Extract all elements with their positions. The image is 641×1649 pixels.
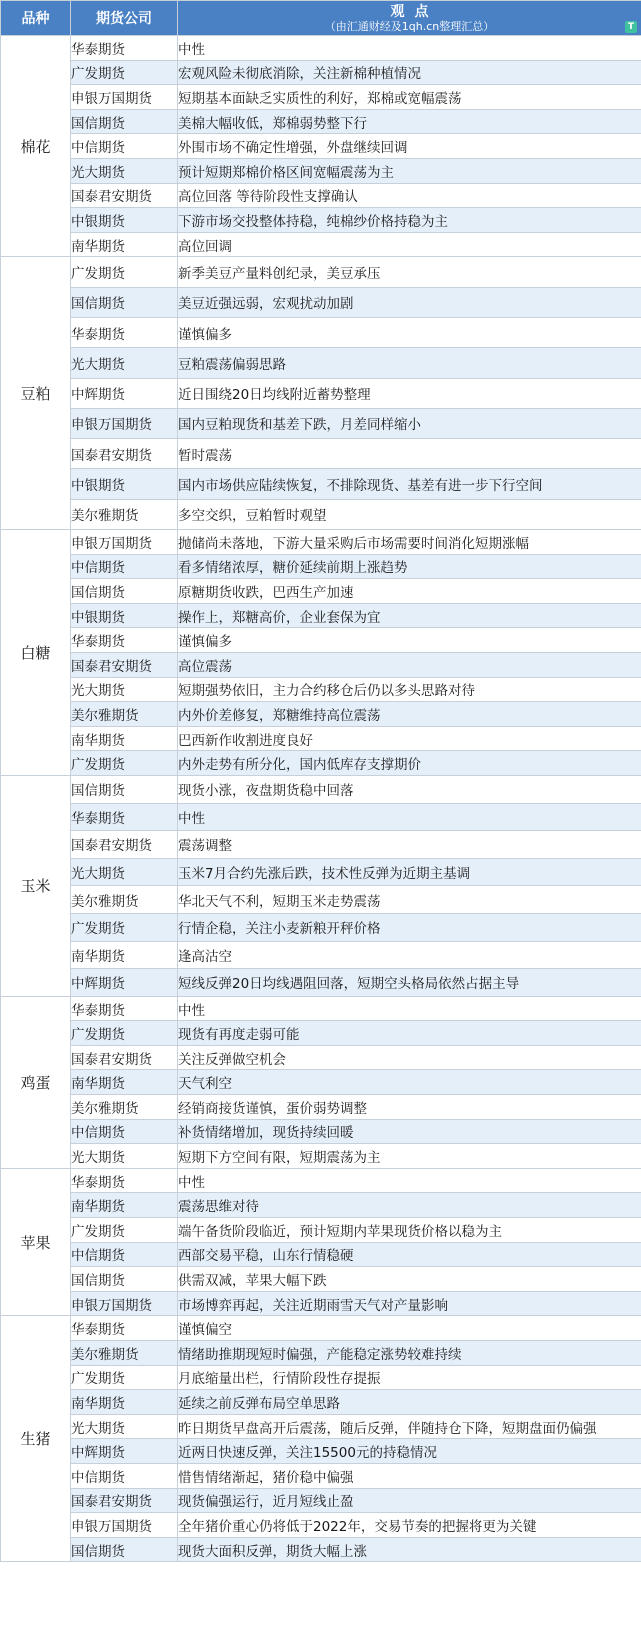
company-cell: 申银万国期货 (71, 85, 178, 110)
company-cell: 广发期货 (71, 1365, 178, 1390)
company-cell: 华泰期货 (71, 1316, 178, 1341)
company-cell: 美尔雅期货 (71, 1341, 178, 1366)
category-cell: 玉米 (1, 775, 71, 996)
view-cell: 现货小涨，夜盘期货稳中回落 (178, 775, 641, 803)
table-row (1, 1439, 641, 1464)
company-cell: 中信期货 (71, 134, 178, 159)
view-cell: 经销商接货谨慎，蛋价弱势调整 (178, 1095, 641, 1120)
table-row (1, 1488, 641, 1513)
table-row (1, 469, 641, 499)
company-cell: 华泰期货 (71, 996, 178, 1021)
table-row (1, 831, 641, 859)
company-cell: 华泰期货 (71, 803, 178, 831)
company-cell: 南华期货 (71, 232, 178, 257)
company-cell: 中信期货 (71, 1119, 178, 1144)
table-row (1, 1365, 641, 1390)
company-cell: 华泰期货 (71, 1168, 178, 1193)
company-cell: 中银期货 (71, 469, 178, 499)
company-cell: 广发期货 (71, 1021, 178, 1046)
table-row (1, 913, 641, 941)
view-cell: 预计短期郑棉价格区间宽幅震荡为主 (178, 158, 641, 183)
view-cell: 新季美豆产量料创纪录，美豆承压 (178, 257, 641, 287)
view-cell: 中性 (178, 803, 641, 831)
table-row (1, 530, 641, 555)
view-cell: 昨日期货早盘高开后震荡，随后反弹，伴随持仓下降，短期盘面仍偏强 (178, 1414, 641, 1439)
company-cell: 国信期货 (71, 775, 178, 803)
view-cell: 原糖期货收跌，巴西生产加速 (178, 579, 641, 604)
view-cell: 外围市场不确定性增强，外盘继续回调 (178, 134, 641, 159)
table-row (1, 208, 641, 233)
table-row (1, 969, 641, 997)
company-cell: 南华期货 (71, 1070, 178, 1095)
company-cell: 国泰君安期货 (71, 1045, 178, 1070)
category-cell: 豆粕 (1, 257, 71, 530)
view-cell: 美棉大幅收低，郑棉弱势整下行 (178, 109, 641, 134)
company-cell: 光大期货 (71, 1414, 178, 1439)
table-row (1, 1218, 641, 1243)
company-cell: 美尔雅期货 (71, 886, 178, 914)
company-cell: 广发期货 (71, 751, 178, 776)
view-cell: 内外走势有所分化，国内低库存支撑期价 (178, 751, 641, 776)
view-cell: 中性 (178, 36, 641, 61)
table-header-row (1, 1, 641, 36)
table-row (1, 36, 641, 61)
company-cell: 国信期货 (71, 1537, 178, 1562)
company-cell: 华泰期货 (71, 317, 178, 347)
table-row (1, 726, 641, 751)
table-row (1, 1242, 641, 1267)
table-row (1, 1045, 641, 1070)
view-cell: 玉米7月合约先涨后跌，技术性反弹为近期主基调 (178, 858, 641, 886)
company-cell: 申银万国期货 (71, 408, 178, 438)
view-cell: 西部交易平稳，山东行情稳硬 (178, 1242, 641, 1267)
company-cell: 光大期货 (71, 348, 178, 378)
table-row (1, 751, 641, 776)
table-row (1, 1144, 641, 1169)
table-row (1, 499, 641, 529)
view-cell: 高位回落 等待阶段性支撑确认 (178, 183, 641, 208)
company-cell: 中信期货 (71, 1242, 178, 1267)
table-row (1, 183, 641, 208)
view-cell: 内外价差修复，郑糖维持高位震荡 (178, 702, 641, 727)
view-cell: 宏观风险未彻底消除，关注新棉种植情况 (178, 60, 641, 85)
table-row (1, 408, 641, 438)
table-row (1, 628, 641, 653)
view-cell: 中性 (178, 1168, 641, 1193)
header-view (178, 1, 641, 36)
view-cell: 天气利空 (178, 1070, 641, 1095)
view-cell: 下游市场交投整体持稳，纯棉纱价格持稳为主 (178, 208, 641, 233)
table-row (1, 1119, 641, 1144)
table-row (1, 1291, 641, 1316)
company-cell: 国泰君安期货 (71, 831, 178, 859)
table-row (1, 85, 641, 110)
company-cell: 广发期货 (71, 257, 178, 287)
view-cell: 现货大面积反弹，期货大幅上涨 (178, 1537, 641, 1562)
company-cell: 国信期货 (71, 109, 178, 134)
table-row (1, 1267, 641, 1292)
company-cell: 南华期货 (71, 1193, 178, 1218)
view-cell: 短期强势依旧，主力合约移仓后仍以多头思路对待 (178, 677, 641, 702)
company-cell: 广发期货 (71, 60, 178, 85)
table-row (1, 232, 641, 257)
table-row (1, 1021, 641, 1046)
company-cell: 光大期货 (71, 858, 178, 886)
table-row (1, 1390, 641, 1415)
table-row (1, 579, 641, 604)
view-cell: 情绪助推期现短时偏强，产能稳定涨势较难持续 (178, 1341, 641, 1366)
view-cell: 全年猪价重心仍将低于2022年，交易节奏的把握将更为关键 (178, 1513, 641, 1538)
table-row (1, 439, 641, 469)
view-cell: 现货偏强运行，近月短线止盈 (178, 1488, 641, 1513)
view-cell: 逢高沽空 (178, 941, 641, 969)
company-cell: 中辉期货 (71, 378, 178, 408)
company-cell: 中信期货 (71, 1463, 178, 1488)
table-row (1, 702, 641, 727)
tool-badge-icon[interactable]: T (625, 21, 637, 33)
view-cell: 短线反弹20日均线遇阻回落，短期空头格局依然占据主导 (178, 969, 641, 997)
view-cell: 近日围绕20日均线附近蓄势整理 (178, 378, 641, 408)
company-cell: 国信期货 (71, 579, 178, 604)
table-row (1, 1070, 641, 1095)
view-cell: 巴西新作收割进度良好 (178, 726, 641, 751)
view-cell: 国内市场供应陆续恢复，不排除现货、基差有进一步下行空间 (178, 469, 641, 499)
view-cell: 豆粕震荡偏弱思路 (178, 348, 641, 378)
company-cell: 广发期货 (71, 1218, 178, 1243)
table-row (1, 317, 641, 347)
company-cell: 中辉期货 (71, 1439, 178, 1464)
header-view-title: 观点 (390, 3, 439, 20)
company-cell: 光大期货 (71, 158, 178, 183)
company-cell: 国泰君安期货 (71, 652, 178, 677)
view-cell: 补货情绪增加，现货持续回暖 (178, 1119, 641, 1144)
company-cell: 国泰君安期货 (71, 183, 178, 208)
table-row (1, 858, 641, 886)
table-row (1, 1414, 641, 1439)
view-cell: 华北天气不利，短期玉米走势震荡 (178, 886, 641, 914)
header-view-subtitle: （由汇通财经及1qh.cn整理汇总） (324, 19, 495, 33)
company-cell: 中信期货 (71, 554, 178, 579)
view-cell: 现货有再度走弱可能 (178, 1021, 641, 1046)
company-cell: 南华期货 (71, 1390, 178, 1415)
company-cell: 光大期货 (71, 1144, 178, 1169)
view-cell: 惜售情绪渐起，猪价稳中偏强 (178, 1463, 641, 1488)
view-cell: 端午备货阶段临近，预计短期内苹果现货价格以稳为主 (178, 1218, 641, 1243)
table-row (1, 603, 641, 628)
table-row (1, 257, 641, 287)
view-cell: 短期基本面缺乏实质性的利好，郑棉或宽幅震荡 (178, 85, 641, 110)
view-cell: 谨慎偏空 (178, 1316, 641, 1341)
view-cell: 暂时震荡 (178, 439, 641, 469)
view-cell: 行情企稳，关注小麦新粮开秤价格 (178, 913, 641, 941)
company-cell: 申银万国期货 (71, 1513, 178, 1538)
company-cell: 中银期货 (71, 208, 178, 233)
table-row (1, 1513, 641, 1538)
view-cell: 看多情绪浓厚，糖价延续前期上涨趋势 (178, 554, 641, 579)
view-cell: 震荡调整 (178, 831, 641, 859)
table-row (1, 652, 641, 677)
view-cell: 震荡思维对待 (178, 1193, 641, 1218)
company-cell: 美尔雅期货 (71, 1095, 178, 1120)
company-cell: 国信期货 (71, 287, 178, 317)
table-row (1, 554, 641, 579)
category-cell: 生猪 (1, 1316, 71, 1562)
table-row (1, 1463, 641, 1488)
view-cell: 高位回调 (178, 232, 641, 257)
company-cell: 华泰期货 (71, 36, 178, 61)
view-cell: 谨慎偏多 (178, 317, 641, 347)
view-cell: 操作上，郑糖高价，企业套保为宜 (178, 603, 641, 628)
company-cell: 美尔雅期货 (71, 499, 178, 529)
view-cell: 关注反弹做空机会 (178, 1045, 641, 1070)
header-category: 品种 (1, 1, 71, 36)
company-cell: 申银万国期货 (71, 1291, 178, 1316)
table-row (1, 109, 641, 134)
company-cell: 南华期货 (71, 726, 178, 751)
table-row (1, 158, 641, 183)
category-cell: 棉花 (1, 36, 71, 257)
company-cell: 中辉期货 (71, 969, 178, 997)
view-cell: 国内豆粕现货和基差下跌，月差同样缩小 (178, 408, 641, 438)
view-cell: 延续之前反弹布局空单思路 (178, 1390, 641, 1415)
category-cell: 苹果 (1, 1168, 71, 1316)
view-cell: 美豆近强远弱，宏观扰动加剧 (178, 287, 641, 317)
company-cell: 国泰君安期货 (71, 1488, 178, 1513)
table-row (1, 803, 641, 831)
table-row (1, 996, 641, 1021)
company-cell: 广发期货 (71, 913, 178, 941)
view-cell: 高位震荡 (178, 652, 641, 677)
table-row (1, 1537, 641, 1562)
table-row (1, 134, 641, 159)
company-cell: 中银期货 (71, 603, 178, 628)
table-row (1, 1168, 641, 1193)
table-row (1, 1193, 641, 1218)
table-row (1, 886, 641, 914)
company-cell: 国信期货 (71, 1267, 178, 1292)
table-row (1, 1341, 641, 1366)
table-body (1, 36, 641, 1562)
table-row (1, 775, 641, 803)
view-cell: 中性 (178, 996, 641, 1021)
table-row (1, 287, 641, 317)
company-cell: 华泰期货 (71, 628, 178, 653)
view-cell: 抛储尚未落地，下游大量采购后市场需要时间消化短期涨幅 (178, 530, 641, 555)
view-cell: 市场博弈再起，关注近期雨雪天气对产量影响 (178, 1291, 641, 1316)
company-cell: 国泰君安期货 (71, 439, 178, 469)
table-row (1, 941, 641, 969)
company-cell: 光大期货 (71, 677, 178, 702)
company-cell: 美尔雅期货 (71, 702, 178, 727)
table-row (1, 1316, 641, 1341)
table-row (1, 60, 641, 85)
view-cell: 月底缩量出栏，行情阶段性存提振 (178, 1365, 641, 1390)
header-company: 期货公司 (71, 1, 178, 36)
category-cell: 白糖 (1, 530, 71, 776)
view-cell: 多空交织，豆粕暂时观望 (178, 499, 641, 529)
view-cell: 谨慎偏多 (178, 628, 641, 653)
company-cell: 南华期货 (71, 941, 178, 969)
table-row (1, 378, 641, 408)
table-row (1, 677, 641, 702)
view-cell: 短期下方空间有限，短期震荡为主 (178, 1144, 641, 1169)
table-row (1, 348, 641, 378)
view-cell: 供需双减，苹果大幅下跌 (178, 1267, 641, 1292)
company-cell: 申银万国期货 (71, 530, 178, 555)
view-cell: 近两日快速反弹，关注15500元的持稳情况 (178, 1439, 641, 1464)
category-cell: 鸡蛋 (1, 996, 71, 1168)
table-row (1, 1095, 641, 1120)
